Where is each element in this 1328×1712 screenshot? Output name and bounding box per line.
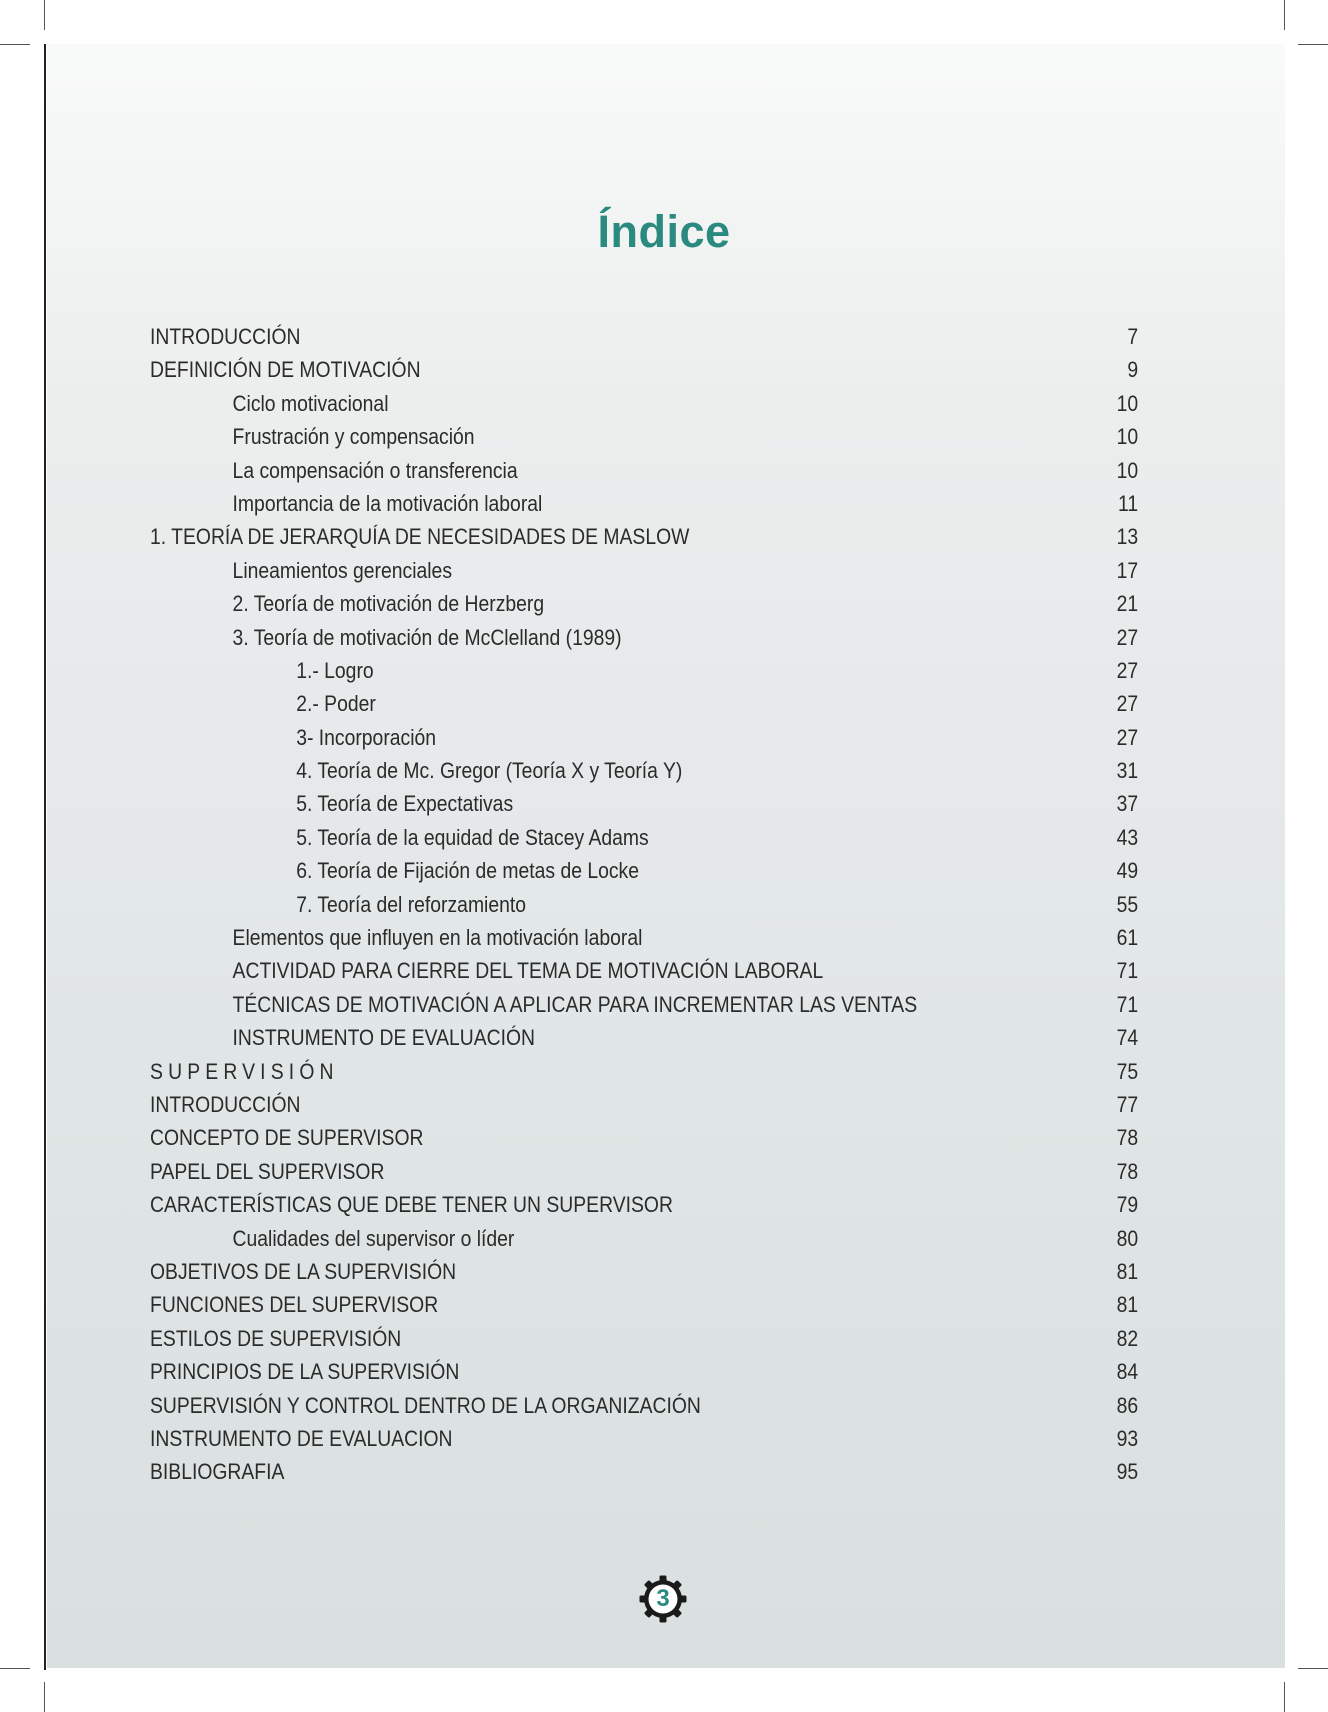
page-spine-line — [44, 44, 46, 1670]
toc-entry — [150, 1088, 1138, 1121]
toc-entry-page: 93 — [1116, 1425, 1139, 1451]
toc-entry — [150, 954, 1138, 987]
toc-entry-label: FUNCIONES DEL SUPERVISOR — [150, 1292, 439, 1318]
toc-entry — [150, 921, 1138, 954]
toc-entry-page: 71 — [1116, 991, 1139, 1017]
toc-entry-label: Lineamientos gerenciales — [232, 557, 453, 583]
toc-entry-label: 1. TEORÍA DE JERARQUÍA DE NECESIDADES DE MASLOW — [150, 524, 690, 550]
toc-entry-page: 10 — [1116, 424, 1139, 450]
toc-entry — [150, 1422, 1138, 1455]
toc-entry — [150, 787, 1138, 820]
page-title: Índice — [597, 206, 731, 257]
toc-entry — [150, 587, 1138, 620]
toc-entry-label: DEFINICIÓN DE MOTIVACIÓN — [150, 357, 421, 383]
toc-entry-label: 2.- Poder — [296, 691, 376, 717]
toc-entry-page: 82 — [1116, 1325, 1139, 1351]
toc-entry — [150, 420, 1138, 453]
toc-entry-label: CONCEPTO DE SUPERVISOR — [150, 1125, 424, 1151]
toc-entry — [150, 1222, 1138, 1255]
toc-entry-page: 74 — [1116, 1025, 1139, 1051]
toc-entry — [150, 1322, 1138, 1355]
toc-entry-page: 81 — [1116, 1258, 1139, 1284]
toc-entry-page: 27 — [1116, 624, 1139, 650]
crop-mark-bottom-right-vertical — [1284, 1682, 1285, 1712]
toc-entry — [150, 1121, 1138, 1154]
toc-entry-label: Elementos que influyen en la motivación laboral — [232, 925, 643, 951]
toc-entry-page: 7 — [1127, 324, 1139, 349]
toc-entry — [150, 654, 1138, 687]
toc-entry-page: 31 — [1116, 758, 1139, 784]
crop-mark-top-right-vertical — [1284, 0, 1285, 30]
page-number: 3 — [656, 1585, 670, 1612]
toc-entry-page: 11 — [1118, 490, 1139, 516]
toc-entry — [150, 988, 1138, 1021]
toc-entry — [150, 454, 1138, 487]
toc-entry — [150, 353, 1138, 386]
toc-entry — [150, 387, 1138, 420]
toc-entry-label: 1.- Logro — [296, 657, 374, 683]
toc-entry-page: 75 — [1116, 1058, 1139, 1084]
toc-entry-page: 49 — [1116, 858, 1139, 884]
toc-entry — [150, 520, 1138, 553]
crop-mark-top-left-horizontal — [0, 44, 30, 45]
toc-entry-label: ACTIVIDAD PARA CIERRE DEL TEMA DE MOTIVACIÓN LABORAL — [232, 958, 824, 984]
toc-entry-label: INTRODUCCIÓN — [150, 324, 301, 349]
toc-entry — [150, 1255, 1138, 1288]
toc-entry-label: 5. Teoría de la equidad de Stacey Adams — [296, 824, 649, 850]
page-number-badge — [639, 1575, 687, 1623]
toc-entry-page: 86 — [1116, 1392, 1139, 1418]
crop-mark-bottom-right-horizontal — [1298, 1668, 1328, 1669]
toc-entry-label: PAPEL DEL SUPERVISOR — [150, 1158, 385, 1184]
toc-entry — [150, 754, 1138, 787]
toc-entry — [150, 888, 1138, 921]
toc-entry — [150, 1288, 1138, 1321]
toc-entry-label: SUPERVISIÓN — [150, 1058, 339, 1084]
toc-entry-label: ESTILOS DE SUPERVISIÓN — [150, 1325, 402, 1351]
toc-entry — [150, 854, 1138, 887]
crop-mark-top-right-horizontal — [1298, 44, 1328, 45]
toc-entry — [150, 1155, 1138, 1188]
toc-entry-page: 17 — [1116, 557, 1139, 583]
toc-entry-page: 10 — [1116, 457, 1139, 483]
toc-entry-label: 5. Teoría de Expectativas — [296, 791, 514, 817]
toc-entry — [150, 1021, 1138, 1054]
toc-entry-page: 55 — [1116, 891, 1139, 917]
toc-entry — [150, 621, 1138, 654]
toc-entry-page: 27 — [1116, 724, 1139, 750]
toc-entry-page: 37 — [1116, 791, 1139, 817]
toc-entry-page: 13 — [1116, 524, 1139, 550]
toc-entry-page: 21 — [1116, 591, 1139, 617]
table-of-contents — [150, 320, 1138, 1489]
toc-entry-page: 10 — [1116, 390, 1139, 416]
toc-entry — [150, 1188, 1138, 1221]
toc-entry — [150, 554, 1138, 587]
toc-entry-label: INSTRUMENTO DE EVALUACION — [150, 1425, 453, 1451]
toc-entry-label: 6. Teoría de Fijación de metas de Locke — [296, 858, 639, 884]
toc-entry-page: 78 — [1116, 1125, 1139, 1151]
toc-entry-label: Importancia de la motivación laboral — [232, 490, 543, 516]
toc-entry-page: 61 — [1116, 925, 1139, 951]
toc-entry-label: 7. Teoría del reforzamiento — [296, 891, 527, 917]
crop-mark-bottom-left-vertical — [44, 1682, 45, 1712]
crop-mark-top-left-vertical — [44, 0, 45, 30]
toc-entry — [150, 1389, 1138, 1422]
toc-entry-label: Ciclo motivacional — [232, 390, 389, 416]
toc-entry — [150, 1455, 1138, 1488]
toc-entry-label: BIBLIOGRAFIA — [150, 1459, 285, 1485]
toc-entry — [150, 721, 1138, 754]
toc-entry-label: 3. Teoría de motivación de McClelland (1989) — [232, 624, 622, 650]
toc-entry — [150, 821, 1138, 854]
toc-entry-label: 2. Teoría de motivación de Herzberg — [232, 591, 545, 617]
toc-entry-page: 43 — [1116, 824, 1139, 850]
toc-entry-label: La compensación o transferencia — [232, 457, 518, 483]
toc-entry-label: Frustración y compensación — [232, 424, 475, 450]
toc-entry-page: 95 — [1116, 1459, 1139, 1485]
toc-entry-page: 80 — [1116, 1225, 1139, 1251]
toc-entry-page: 84 — [1116, 1359, 1139, 1385]
toc-entry — [150, 487, 1138, 520]
toc-entry-page: 27 — [1116, 691, 1139, 717]
toc-entry-label: INTRODUCCIÓN — [150, 1091, 301, 1117]
toc-entry-label: 4. Teoría de Mc. Gregor (Teoría X y Teoría Y) — [296, 758, 683, 784]
toc-entry-page: 77 — [1116, 1091, 1139, 1117]
toc-entry — [150, 687, 1138, 720]
toc-entry-label: 3- Incorporación — [296, 724, 437, 750]
toc-entry-page: 9 — [1127, 357, 1139, 383]
toc-entry-label: Cualidades del supervisor o líder — [232, 1225, 515, 1251]
toc-entry-page: 81 — [1116, 1292, 1139, 1318]
toc-entry — [150, 1355, 1138, 1388]
toc-entry — [150, 1055, 1138, 1088]
toc-entry-label: OBJETIVOS DE LA SUPERVISIÓN — [150, 1258, 457, 1284]
toc-entry-page: 78 — [1116, 1158, 1139, 1184]
toc-entry-label: TÉCNICAS DE MOTIVACIÓN A APLICAR PARA INCREMENTAR LAS VENTAS — [232, 991, 918, 1017]
toc-entry-page: 27 — [1116, 657, 1139, 683]
toc-entry-page: 71 — [1116, 958, 1139, 984]
toc-entry-label: CARACTERÍSTICAS QUE DEBE TENER UN SUPERVISOR — [150, 1192, 673, 1218]
toc-entry — [150, 320, 1138, 353]
toc-entry-label: PRINCIPIOS DE LA SUPERVISIÓN — [150, 1359, 460, 1385]
crop-mark-bottom-left-horizontal — [0, 1668, 30, 1669]
toc-entry-label: INSTRUMENTO DE EVALUACIÓN — [232, 1025, 536, 1051]
toc-entry-page: 79 — [1116, 1192, 1139, 1218]
toc-entry-label: SUPERVISIÓN Y CONTROL DENTRO DE LA ORGANIZACIÓN — [150, 1392, 701, 1418]
